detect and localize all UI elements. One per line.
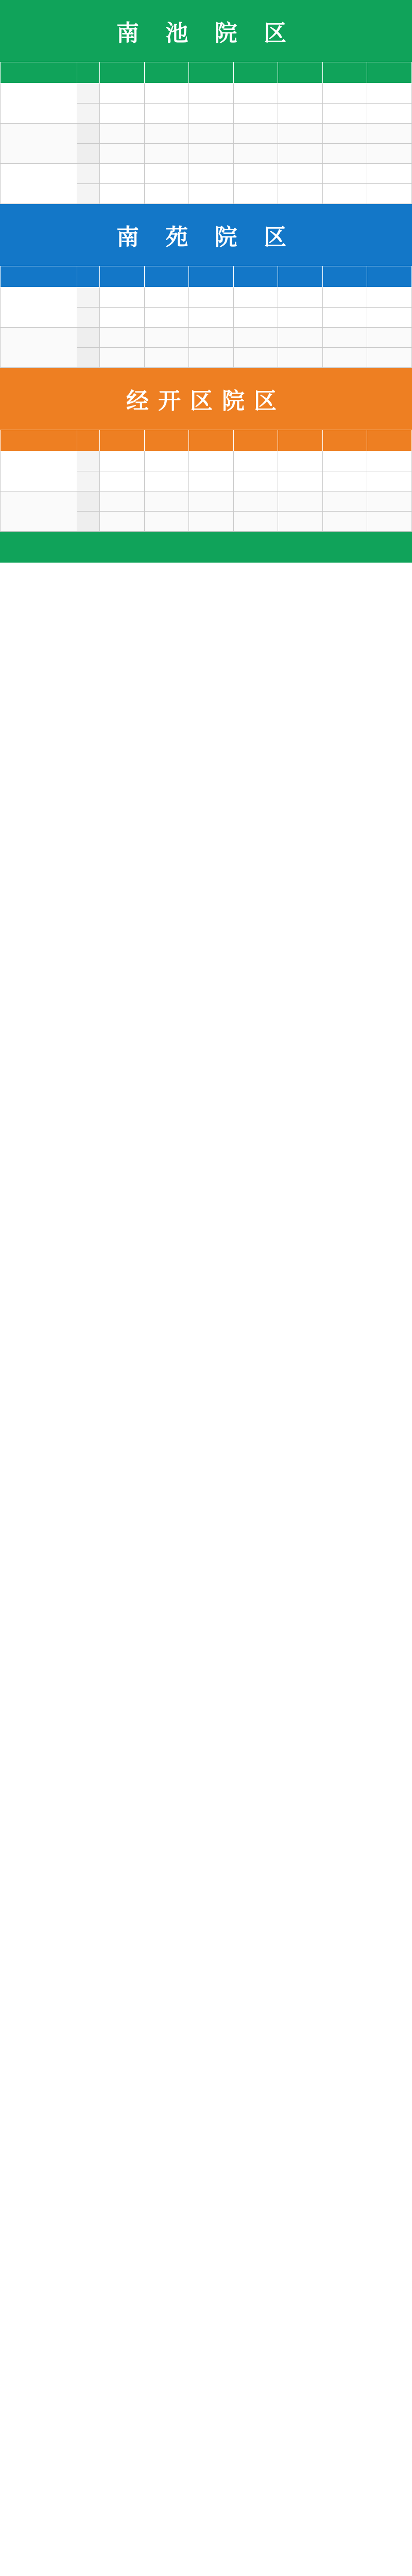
doctor-cell bbox=[322, 308, 367, 328]
doctor-cell bbox=[144, 471, 189, 492]
doctor-cell bbox=[367, 144, 412, 164]
footer-note bbox=[0, 532, 412, 563]
header-day bbox=[322, 430, 367, 451]
doctor-cell bbox=[278, 512, 323, 532]
doctor-cell bbox=[100, 512, 145, 532]
doctor-cell bbox=[233, 451, 278, 471]
doctor-cell bbox=[367, 492, 412, 512]
doctor-cell bbox=[278, 348, 323, 368]
table-row bbox=[1, 83, 412, 104]
header-day bbox=[278, 430, 323, 451]
doctor-cell bbox=[367, 184, 412, 204]
doctor-cell bbox=[322, 471, 367, 492]
header-day bbox=[233, 62, 278, 83]
header-day bbox=[367, 430, 412, 451]
doctor-cell bbox=[322, 512, 367, 532]
time-slot bbox=[77, 328, 99, 348]
table-row bbox=[1, 328, 412, 348]
department-name bbox=[1, 124, 77, 164]
header-day bbox=[233, 430, 278, 451]
doctor-cell bbox=[367, 124, 412, 144]
doctor-cell bbox=[367, 104, 412, 124]
doctor-cell bbox=[100, 308, 145, 328]
header-day bbox=[233, 266, 278, 287]
doctor-cell bbox=[144, 184, 189, 204]
doctor-cell bbox=[322, 83, 367, 104]
doctor-cell bbox=[322, 328, 367, 348]
department-name bbox=[1, 451, 77, 492]
doctor-cell bbox=[144, 308, 189, 328]
campus-section-nanyuan bbox=[0, 204, 412, 368]
doctor-cell bbox=[144, 348, 189, 368]
header-day bbox=[322, 62, 367, 83]
time-slot bbox=[77, 451, 99, 471]
time-slot bbox=[77, 308, 99, 328]
doctor-cell bbox=[189, 83, 234, 104]
header-day bbox=[100, 266, 145, 287]
doctor-cell bbox=[233, 308, 278, 328]
campus-title: 经开区院区 bbox=[0, 368, 412, 430]
time-slot bbox=[77, 348, 99, 368]
doctor-cell bbox=[100, 184, 145, 204]
doctor-cell bbox=[233, 328, 278, 348]
doctor-cell bbox=[100, 144, 145, 164]
time-slot bbox=[77, 104, 99, 124]
doctor-cell bbox=[189, 104, 234, 124]
header-dept bbox=[1, 430, 77, 451]
doctor-cell bbox=[278, 287, 323, 308]
doctor-cell bbox=[189, 471, 234, 492]
doctor-cell bbox=[100, 348, 145, 368]
doctor-cell bbox=[144, 328, 189, 348]
time-slot bbox=[77, 83, 99, 104]
doctor-cell bbox=[367, 348, 412, 368]
doctor-cell bbox=[322, 492, 367, 512]
doctor-cell bbox=[278, 124, 323, 144]
doctor-cell bbox=[278, 144, 323, 164]
doctor-cell bbox=[100, 451, 145, 471]
doctor-cell bbox=[367, 308, 412, 328]
doctor-cell bbox=[144, 451, 189, 471]
header-day bbox=[100, 430, 145, 451]
doctor-cell bbox=[100, 164, 145, 184]
doctor-cell bbox=[144, 164, 189, 184]
doctor-cell bbox=[144, 512, 189, 532]
doctor-cell bbox=[322, 287, 367, 308]
table-row bbox=[1, 492, 412, 512]
time-slot bbox=[77, 144, 99, 164]
schedule-table bbox=[0, 62, 412, 204]
header-day bbox=[367, 266, 412, 287]
doctor-cell bbox=[189, 164, 234, 184]
campus-section-nanchi bbox=[0, 0, 412, 204]
table-row bbox=[1, 287, 412, 308]
header-day bbox=[278, 62, 323, 83]
header-slot bbox=[77, 430, 99, 451]
department-name bbox=[1, 287, 77, 328]
doctor-cell bbox=[233, 83, 278, 104]
doctor-cell bbox=[144, 104, 189, 124]
time-slot bbox=[77, 492, 99, 512]
header-day bbox=[189, 62, 234, 83]
time-slot bbox=[77, 164, 99, 184]
doctor-cell bbox=[233, 124, 278, 144]
doctor-cell bbox=[322, 144, 367, 164]
time-slot bbox=[77, 512, 99, 532]
department-name bbox=[1, 164, 77, 204]
doctor-cell bbox=[278, 184, 323, 204]
doctor-cell bbox=[322, 104, 367, 124]
doctor-cell bbox=[278, 471, 323, 492]
schedule-table bbox=[0, 266, 412, 368]
time-slot bbox=[77, 124, 99, 144]
campus-title: 南 池 院 区 bbox=[0, 0, 412, 62]
doctor-cell bbox=[278, 492, 323, 512]
doctor-cell bbox=[322, 451, 367, 471]
doctor-cell bbox=[189, 308, 234, 328]
doctor-cell bbox=[189, 287, 234, 308]
time-slot bbox=[77, 287, 99, 308]
table-row bbox=[1, 451, 412, 471]
doctor-cell bbox=[322, 124, 367, 144]
schedule-document bbox=[0, 0, 412, 532]
header-row bbox=[1, 62, 412, 83]
header-day bbox=[100, 62, 145, 83]
doctor-cell bbox=[278, 328, 323, 348]
table-row bbox=[1, 124, 412, 144]
time-slot bbox=[77, 471, 99, 492]
doctor-cell bbox=[367, 287, 412, 308]
header-day bbox=[189, 430, 234, 451]
doctor-cell bbox=[189, 124, 234, 144]
header-dept bbox=[1, 62, 77, 83]
doctor-cell bbox=[367, 451, 412, 471]
doctor-cell bbox=[100, 124, 145, 144]
doctor-cell bbox=[367, 164, 412, 184]
department-name bbox=[1, 83, 77, 124]
doctor-cell bbox=[233, 104, 278, 124]
doctor-cell bbox=[278, 451, 323, 471]
doctor-cell bbox=[322, 164, 367, 184]
doctor-cell bbox=[367, 328, 412, 348]
doctor-cell bbox=[100, 104, 145, 124]
doctor-cell bbox=[233, 144, 278, 164]
doctor-cell bbox=[189, 328, 234, 348]
doctor-cell bbox=[189, 184, 234, 204]
doctor-cell bbox=[278, 164, 323, 184]
doctor-cell bbox=[233, 471, 278, 492]
department-name bbox=[1, 492, 77, 532]
doctor-cell bbox=[100, 492, 145, 512]
campus-title: 南 苑 院 区 bbox=[0, 204, 412, 266]
department-name bbox=[1, 328, 77, 368]
doctor-cell bbox=[367, 471, 412, 492]
campus-section-jingkai bbox=[0, 368, 412, 532]
header-day bbox=[278, 266, 323, 287]
doctor-cell bbox=[189, 348, 234, 368]
header-row bbox=[1, 266, 412, 287]
doctor-cell bbox=[233, 164, 278, 184]
header-slot bbox=[77, 62, 99, 83]
doctor-cell bbox=[144, 83, 189, 104]
doctor-cell bbox=[144, 287, 189, 308]
doctor-cell bbox=[367, 83, 412, 104]
doctor-cell bbox=[189, 451, 234, 471]
time-slot bbox=[77, 184, 99, 204]
doctor-cell bbox=[144, 124, 189, 144]
doctor-cell bbox=[278, 308, 323, 328]
doctor-cell bbox=[100, 83, 145, 104]
header-slot bbox=[77, 266, 99, 287]
doctor-cell bbox=[144, 144, 189, 164]
doctor-cell bbox=[322, 348, 367, 368]
table-row bbox=[1, 164, 412, 184]
doctor-cell bbox=[233, 287, 278, 308]
doctor-cell bbox=[233, 184, 278, 204]
doctor-cell bbox=[367, 512, 412, 532]
schedule-table bbox=[0, 430, 412, 532]
doctor-cell bbox=[189, 144, 234, 164]
doctor-cell bbox=[144, 492, 189, 512]
doctor-cell bbox=[278, 104, 323, 124]
header-row bbox=[1, 430, 412, 451]
header-day bbox=[144, 266, 189, 287]
doctor-cell bbox=[322, 184, 367, 204]
doctor-cell bbox=[100, 287, 145, 308]
doctor-cell bbox=[233, 512, 278, 532]
doctor-cell bbox=[100, 328, 145, 348]
header-day bbox=[322, 266, 367, 287]
header-day bbox=[189, 266, 234, 287]
header-dept bbox=[1, 266, 77, 287]
doctor-cell bbox=[233, 348, 278, 368]
doctor-cell bbox=[189, 492, 234, 512]
doctor-cell bbox=[189, 512, 234, 532]
doctor-cell bbox=[278, 83, 323, 104]
doctor-cell bbox=[100, 471, 145, 492]
header-day bbox=[367, 62, 412, 83]
header-day bbox=[144, 430, 189, 451]
header-day bbox=[144, 62, 189, 83]
doctor-cell bbox=[233, 492, 278, 512]
